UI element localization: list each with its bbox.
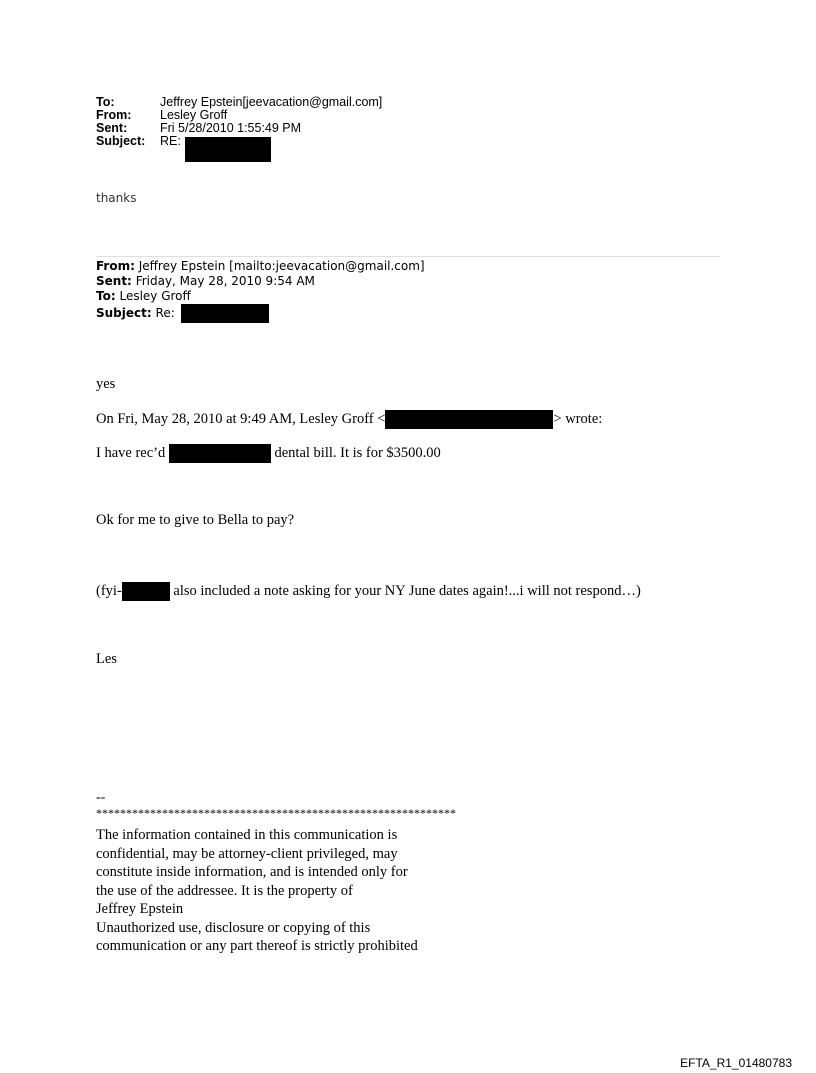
body-signoff: Les xyxy=(96,651,117,667)
line3-a: (fyi- xyxy=(96,582,122,599)
sent-value: Fri 5/28/2010 1:55:49 PM xyxy=(160,121,302,135)
header-to-row xyxy=(96,96,382,109)
redaction-bar xyxy=(385,410,553,429)
body-line-1 xyxy=(96,444,441,463)
redaction-bar xyxy=(169,444,271,463)
notice-line: constitute inside information, and is intended only for xyxy=(96,864,408,880)
quote-intro-a: On Fri, May 28, 2010 at 9:49 AM, Lesley Groff < xyxy=(96,410,386,427)
sent-label: Sent: xyxy=(96,274,132,288)
notice-line: confidential, may be attorney-client privileged, may xyxy=(96,845,398,862)
confidentiality-notice xyxy=(96,826,418,956)
subject-value: RE: xyxy=(160,134,181,148)
notice-line: Jeffrey Epstein xyxy=(96,901,184,917)
quote-intro-b: > wrote: xyxy=(553,410,603,427)
notice-line: Unauthorized use, disclosure or copying of this xyxy=(96,919,371,936)
from-label: From: xyxy=(96,108,132,122)
body-line-3 xyxy=(96,582,641,601)
line1-b: dental bill. It is for $3500.00 xyxy=(274,444,441,461)
redaction-bar xyxy=(185,137,271,162)
subject-label: Subject: xyxy=(96,306,152,320)
notice-line: communication or any part thereof is strictly prohibited xyxy=(96,938,418,954)
body-line-2: Ok for me to give to Bella to pay? xyxy=(96,512,295,528)
to-label: To: xyxy=(96,95,115,109)
quote-intro xyxy=(96,410,602,429)
from-label: From: xyxy=(96,259,135,273)
header2-to-row xyxy=(96,289,425,304)
reply-text: thanks xyxy=(96,191,137,205)
subject-value: Re: xyxy=(155,306,175,320)
redaction-bar xyxy=(181,304,269,323)
from-value: Jeffrey Epstein [mailto:jeevacation@gmail.com] xyxy=(138,259,425,273)
to-value: Jeffrey Epstein[jeevacation@gmail.com] xyxy=(160,95,383,109)
to-label: To: xyxy=(96,289,116,303)
sent-value: Friday, May 28, 2010 9:54 AM xyxy=(135,274,315,288)
body-yes: yes xyxy=(96,376,116,392)
header2-subject-row xyxy=(96,304,425,323)
email-header-2 xyxy=(96,259,425,323)
notice-line: The information contained in this communication is xyxy=(96,827,398,843)
divider xyxy=(96,256,720,257)
document-id: EFTA_R1_01480783 xyxy=(680,1056,792,1070)
header2-from-row xyxy=(96,259,425,274)
redaction-bar xyxy=(122,582,170,601)
from-value: Lesley Groff xyxy=(160,108,228,122)
sent-label: Sent: xyxy=(96,121,128,135)
to-value: Lesley Groff xyxy=(119,289,191,303)
line1-a: I have rec’d xyxy=(96,444,166,461)
notice-line: the use of the addressee. It is the property of xyxy=(96,882,353,899)
line3-b: also included a note asking for your NY June dates again!...i will not respond…) xyxy=(173,582,641,599)
footer-dashes: -- xyxy=(96,790,106,805)
header2-sent-row xyxy=(96,274,425,289)
footer-stars: ************************************************************ xyxy=(96,806,456,820)
subject-label: Subject: xyxy=(96,134,146,148)
